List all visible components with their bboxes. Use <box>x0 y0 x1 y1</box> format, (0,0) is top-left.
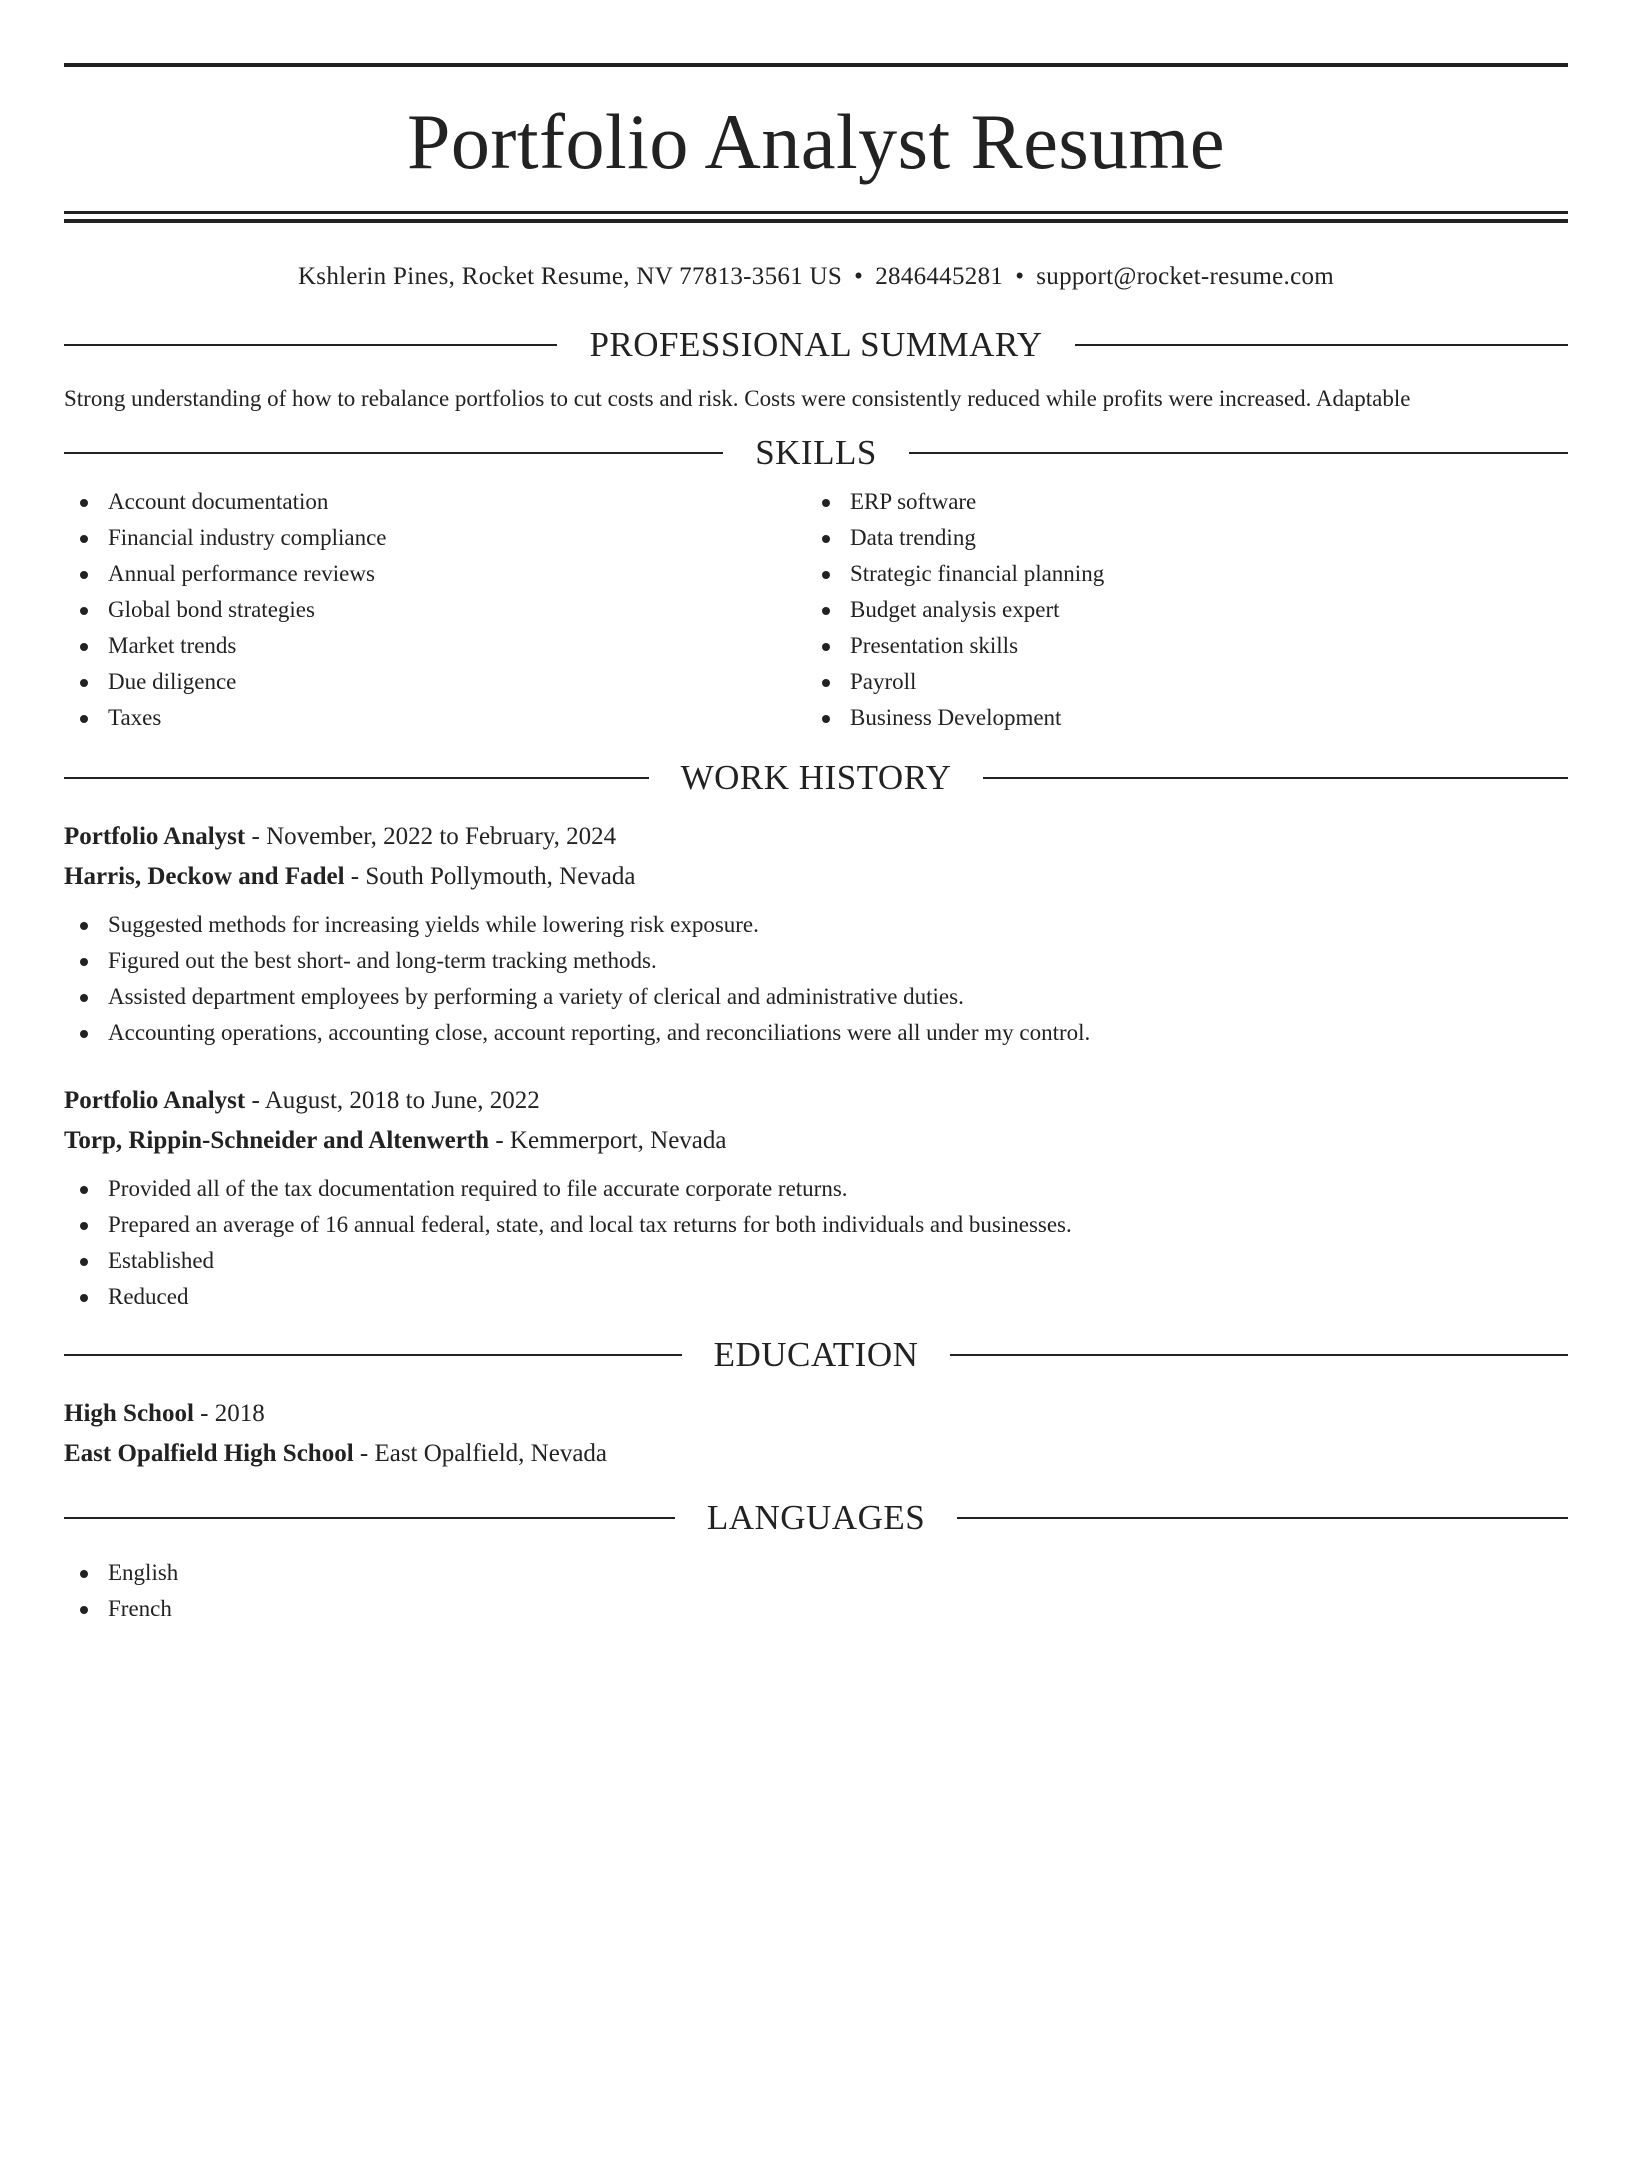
job-bullet: Established <box>64 1243 1568 1279</box>
top-rule <box>64 63 1568 67</box>
job-bullet: Assisted department employees by performing a variety of clerical and administrative duties. <box>64 979 1568 1015</box>
heading-rule <box>64 452 723 454</box>
job-entry <box>64 1081 1568 1315</box>
contact-separator: • <box>854 263 864 290</box>
job-location: - South Pollymouth, Nevada <box>350 863 636 890</box>
summary-text: Strong understanding of how to rebalance portfolios to cut costs and risk. Costs were consistently reduced while profits were increased. Adaptable <box>64 386 1411 411</box>
languages-list <box>64 1555 1568 1627</box>
job-bullets <box>64 907 1568 1051</box>
skills-grid <box>64 484 1568 736</box>
heading-rule <box>950 1354 1568 1356</box>
language-item: English <box>64 1555 1568 1591</box>
resume-title: Portfolio Analyst Resume <box>407 98 1225 185</box>
job-bullets <box>64 1171 1568 1315</box>
job-entry <box>64 817 1568 1051</box>
contact-line <box>64 257 1568 297</box>
job-title-line <box>64 817 1568 857</box>
education-entry <box>64 1394 1568 1474</box>
heading-rule <box>64 1517 675 1519</box>
education-section-heading <box>64 1337 1568 1372</box>
heading-rule <box>1075 344 1568 346</box>
section-title: LANGUAGES <box>706 1498 926 1537</box>
language-item: French <box>64 1591 1568 1627</box>
skill-item: Global bond strategies <box>64 592 806 628</box>
contact-phone: 2846445281 <box>875 263 1004 290</box>
languages-section-heading <box>64 1500 1568 1535</box>
skill-item: Account documentation <box>64 484 806 520</box>
skill-item: Market trends <box>64 628 806 664</box>
skill-item: Financial industry compliance <box>64 520 806 556</box>
heading-rule <box>64 344 557 346</box>
job-bullet: Reduced <box>64 1279 1568 1315</box>
job-company-line <box>64 857 1568 897</box>
skill-item: Budget analysis expert <box>806 592 1548 628</box>
skill-item: Due diligence <box>64 664 806 700</box>
job-bullet: Accounting operations, accounting close, account reporting, and reconciliations were all under my control. <box>64 1015 1568 1051</box>
contact-separator: • <box>1015 263 1025 290</box>
skill-item: Annual performance reviews <box>64 556 806 592</box>
job-bullet: Provided all of the tax documentation required to file accurate corporate returns. <box>64 1171 1568 1207</box>
education-school: East Opalfield High School <box>64 1440 354 1467</box>
contact-email: support@rocket-resume.com <box>1036 263 1335 290</box>
heading-rule <box>64 777 649 779</box>
job-company-line <box>64 1121 1568 1161</box>
job-bullet: Suggested methods for increasing yields while lowering risk exposure. <box>64 907 1568 943</box>
section-title: PROFESSIONAL SUMMARY <box>589 325 1043 364</box>
skill-item: Payroll <box>806 664 1548 700</box>
job-company: Harris, Deckow and Fadel <box>64 863 345 890</box>
education-degree-line <box>64 1394 1568 1434</box>
education-location: - East Opalfield, Nevada <box>359 1440 608 1467</box>
education-year: - 2018 <box>200 1400 265 1427</box>
skills-section-heading <box>64 435 1568 470</box>
job-dates: - August, 2018 to June, 2022 <box>251 1087 540 1114</box>
skill-item: Taxes <box>64 700 806 736</box>
job-location: - Kemmerport, Nevada <box>495 1127 727 1154</box>
skill-item: Data trending <box>806 520 1548 556</box>
section-title: SKILLS <box>755 433 877 472</box>
education-school-line <box>64 1434 1568 1474</box>
job-company: Torp, Rippin-Schneider and Altenwerth <box>64 1127 490 1154</box>
summary-section-heading <box>64 327 1568 362</box>
skill-item: Presentation skills <box>806 628 1548 664</box>
title-double-rule <box>64 211 1568 223</box>
work-section-heading <box>64 760 1568 795</box>
heading-rule <box>983 777 1568 779</box>
skill-item: ERP software <box>806 484 1548 520</box>
job-title: Portfolio Analyst <box>64 1087 246 1114</box>
section-title: EDUCATION <box>713 1335 919 1374</box>
contact-address: Kshlerin Pines, Rocket Resume, NV 77813-3561 US <box>297 263 843 290</box>
resume-page <box>0 63 1632 2175</box>
skill-item: Business Development <box>806 700 1548 736</box>
skills-right-column <box>806 484 1548 736</box>
job-title: Portfolio Analyst <box>64 823 246 850</box>
heading-rule <box>64 1354 682 1356</box>
education-degree: High School <box>64 1400 194 1427</box>
job-bullet: Figured out the best short- and long-term tracking methods. <box>64 943 1568 979</box>
section-title: WORK HISTORY <box>680 758 952 797</box>
skills-left-column <box>64 484 806 736</box>
heading-rule <box>909 452 1568 454</box>
job-dates: - November, 2022 to February, 2024 <box>251 823 617 850</box>
skill-item: Strategic financial planning <box>806 556 1548 592</box>
job-bullet: Prepared an average of 16 annual federal, state, and local tax returns for both individuals and businesses. <box>64 1207 1568 1243</box>
heading-rule <box>957 1517 1568 1519</box>
job-title-line <box>64 1081 1568 1121</box>
